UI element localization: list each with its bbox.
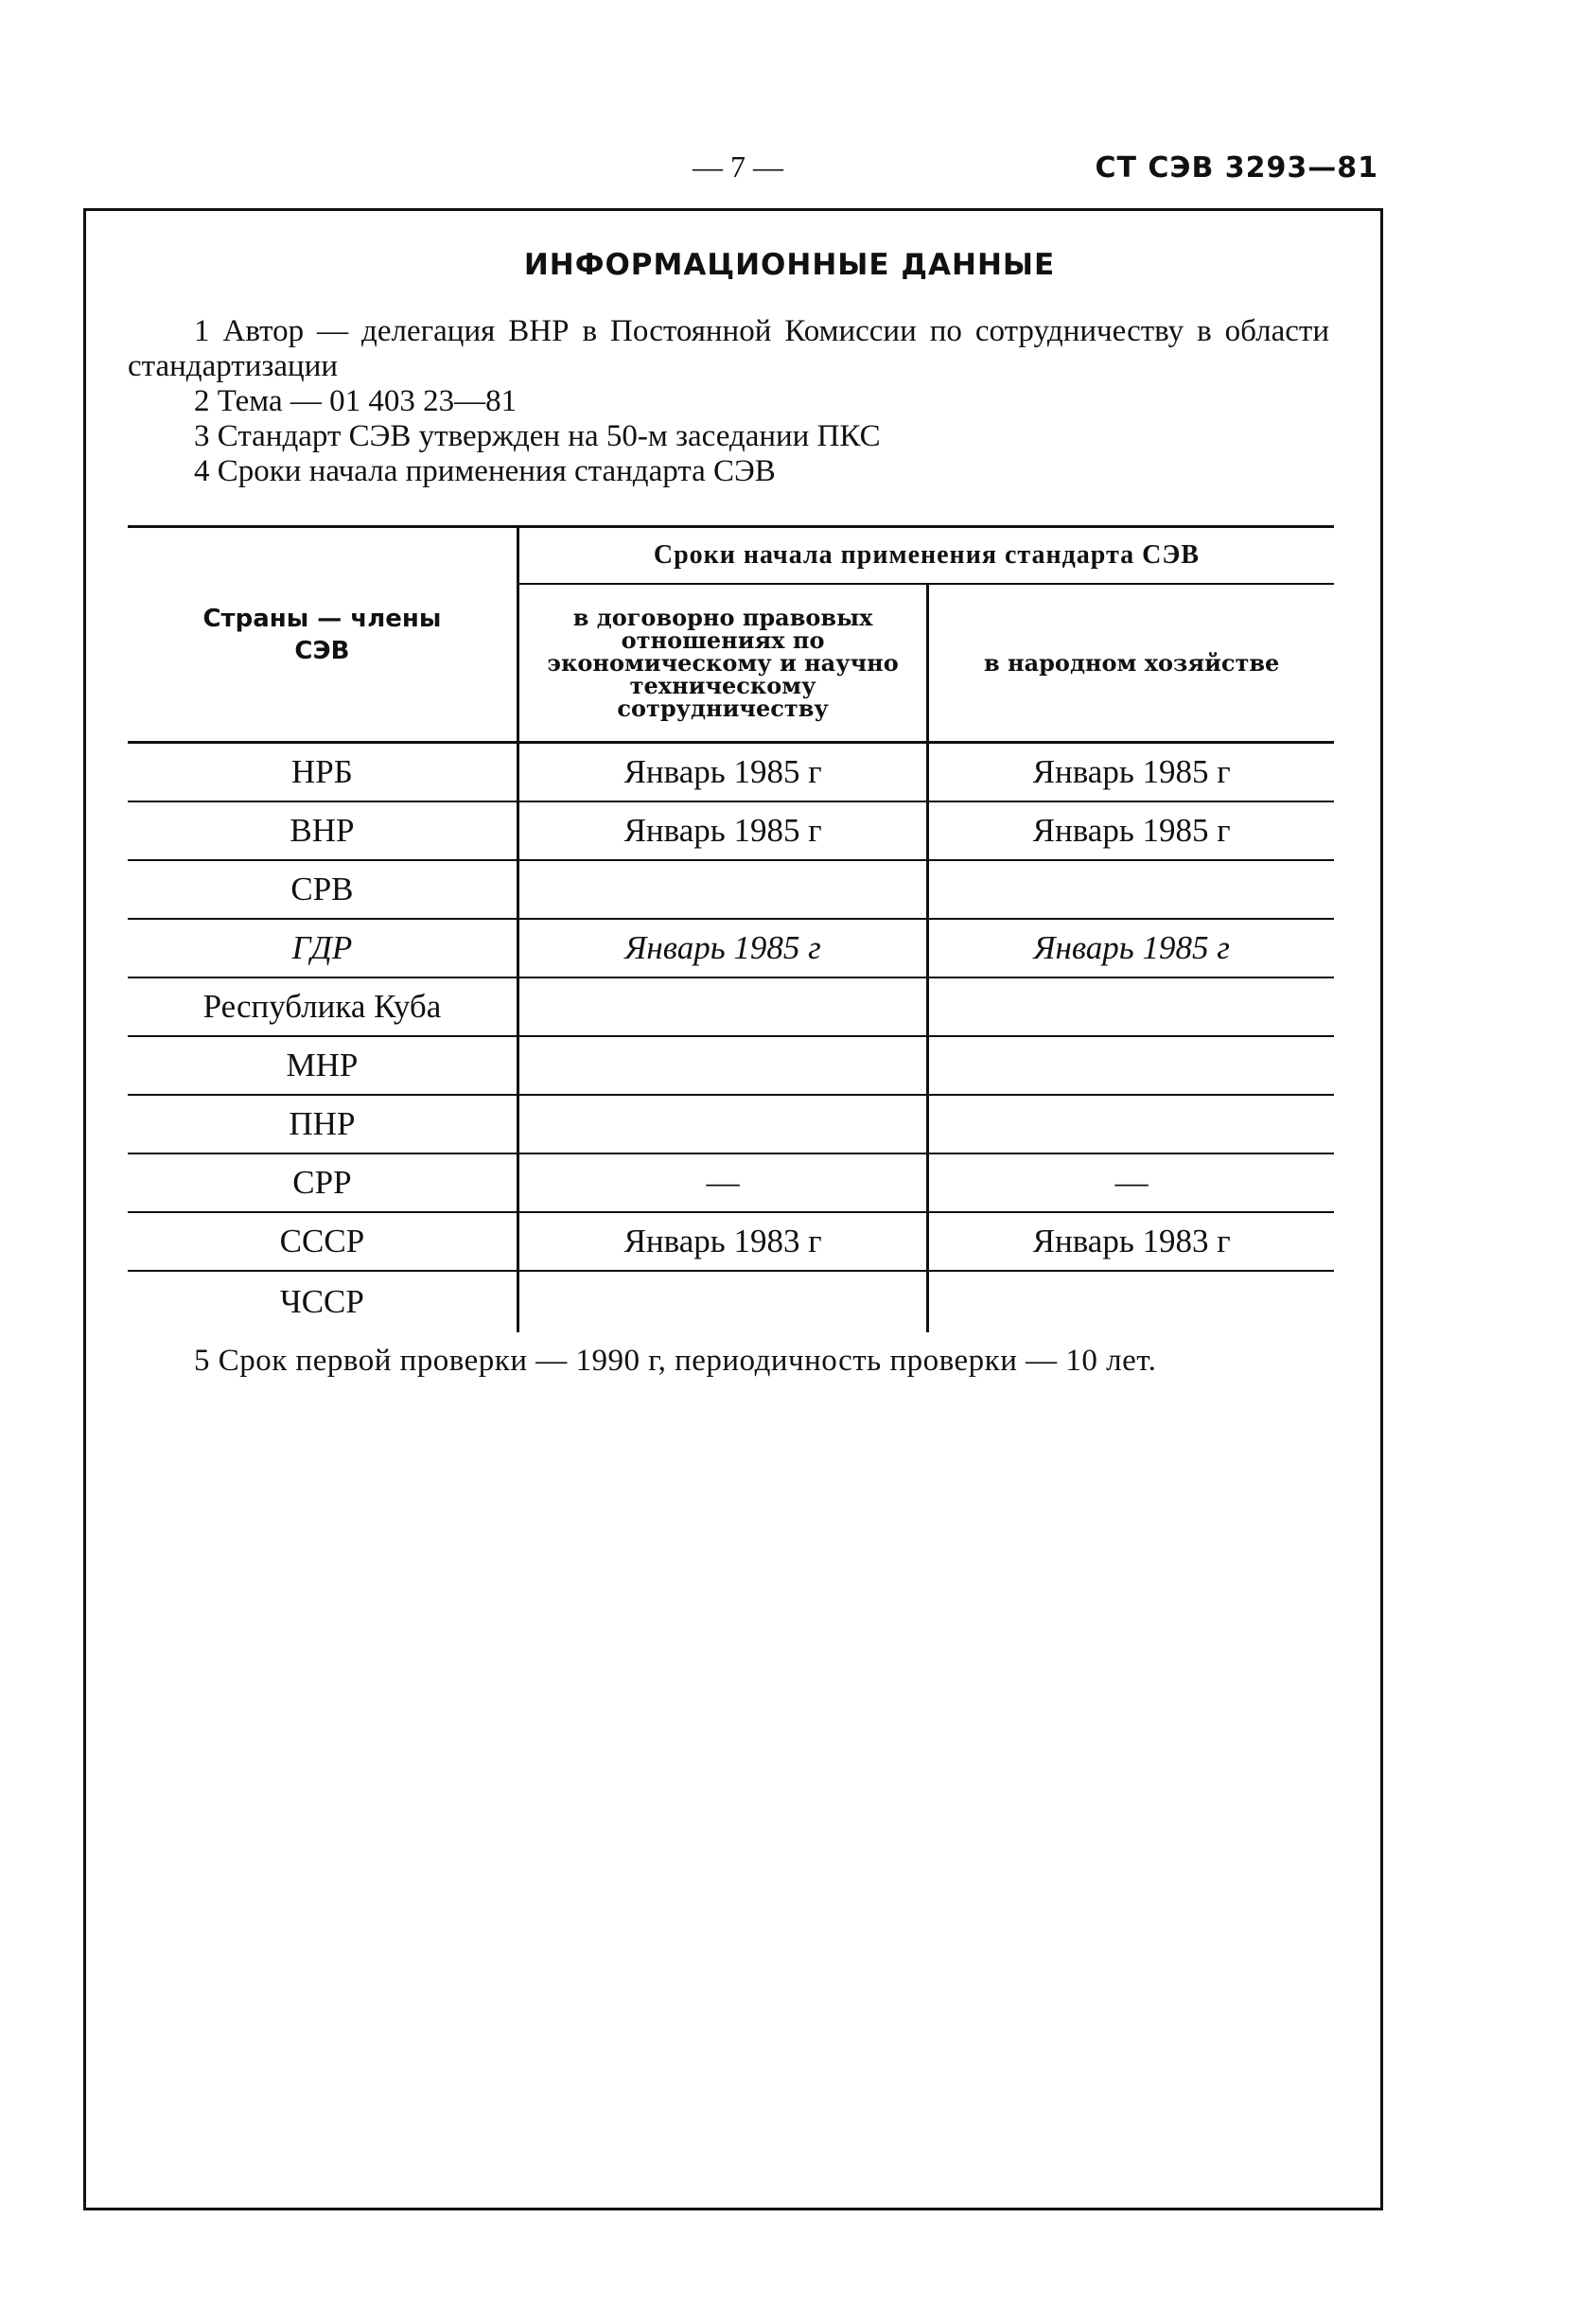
header-national-economy (928, 584, 1334, 743)
country-cell: ЧССР (279, 1283, 364, 1320)
document-code: СТ СЭВ 3293—81 (1095, 151, 1378, 185)
national-date-cell: Январь 1985 г (928, 743, 1334, 802)
economic-date-cell: Январь 1985 г (518, 919, 927, 977)
table-row (128, 1095, 1334, 1153)
national-date-cell: — (928, 1153, 1334, 1212)
info-item-dates: 4 Сроки начала применения стандарта СЭВ (194, 454, 776, 488)
header-national-economy-text: в народном хозяйстве (984, 648, 1280, 677)
economic-date-cell (518, 860, 927, 919)
national-date-cell (928, 1036, 1334, 1095)
country-cell: СРР (128, 1153, 518, 1212)
economic-date-cell (518, 977, 927, 1036)
national-date-cell: Январь 1985 г (928, 801, 1334, 860)
header-countries-line2: СЭВ (294, 636, 350, 665)
review-footnote: 5 Срок первой проверки — 1990 г, периодичность проверки — 10 лет. (194, 1344, 1157, 1378)
country-cell: СССР (128, 1212, 518, 1271)
info-item-author: 1 Автор — делегация ВНР в Постоянной Комиссии по сотрудничеству в области стандартизации (128, 314, 1329, 383)
country-cell: ПНР (128, 1095, 518, 1153)
national-date-cell (928, 977, 1334, 1036)
header-application-dates: Сроки начала применения стандарта СЭВ (518, 527, 1334, 585)
table-row (128, 977, 1334, 1036)
table-row (128, 860, 1334, 919)
country-cell: ГДР (128, 919, 518, 977)
economic-date-cell (518, 1271, 927, 1332)
header-countries (128, 527, 518, 743)
national-date-cell: Январь 1983 г (928, 1212, 1334, 1271)
table-row (128, 1271, 1334, 1332)
economic-date-cell: Январь 1983 г (518, 1212, 927, 1271)
country-cell: СРВ (128, 860, 518, 919)
dates-table-wrapper (128, 525, 1334, 1332)
section-title: ИНФОРМАЦИОННЫЕ ДАННЫЕ (523, 248, 1056, 282)
economic-date-cell: — (518, 1153, 927, 1212)
economic-date-cell (518, 1095, 927, 1153)
page-number: — 7 — (693, 150, 783, 184)
table-row (128, 919, 1334, 977)
info-items (128, 314, 1329, 489)
country-cell: ВНР (128, 801, 518, 860)
country-cell: Республика Куба (128, 977, 518, 1036)
national-date-cell (928, 1095, 1334, 1153)
table-row (128, 801, 1334, 860)
info-item-approval: 3 Стандарт СЭВ утвержден на 50-м заседании ПКС (194, 419, 881, 453)
table-row (128, 1036, 1334, 1095)
economic-date-cell: Январь 1985 г (518, 743, 927, 802)
info-item-topic: 2 Тема — 01 403 23—81 (194, 384, 518, 418)
table-row (128, 1212, 1334, 1271)
header-economic-cooperation-text: в договорно правовых отношениях по экономическому и научно техническому сотрудничеству (547, 603, 899, 722)
header-countries-line1: Страны — члены (202, 604, 442, 633)
country-cell: НРБ (128, 743, 518, 802)
national-date-cell (928, 1271, 1334, 1332)
economic-date-cell (518, 1036, 927, 1095)
national-date-cell: Январь 1985 г (928, 919, 1334, 977)
national-date-cell (928, 860, 1334, 919)
header-economic-cooperation (518, 584, 927, 743)
table-row (128, 743, 1334, 802)
dates-table (128, 525, 1334, 1332)
economic-date-cell: Январь 1985 г (518, 801, 927, 860)
table-row (128, 1153, 1334, 1212)
country-cell: МНР (128, 1036, 518, 1095)
